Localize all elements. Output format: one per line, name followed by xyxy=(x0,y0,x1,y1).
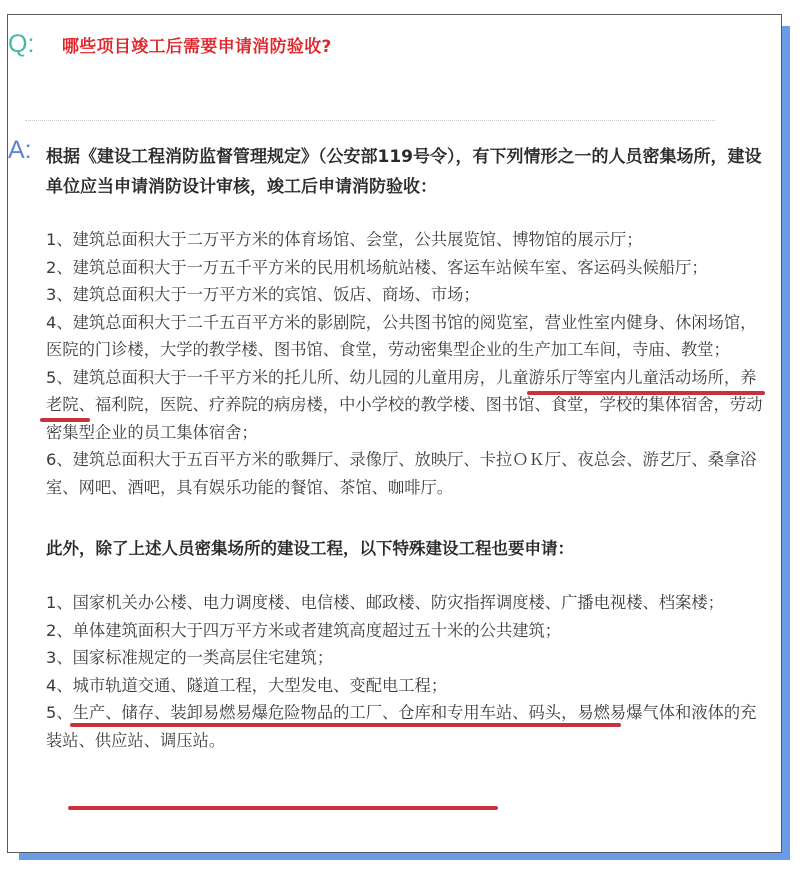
highlight-underline-1b xyxy=(40,418,90,422)
list-item: 1、国家机关办公楼、电力调度楼、电信楼、邮政楼、防灾指挥调度楼、广播电视楼、档案楼； xyxy=(46,593,724,612)
list-item: 5、建筑总面积大于一千平方米的托儿所、幼儿园的儿童用房，儿童游乐厅等室内儿童活动场所，养老院、福利院，医院、疗养院的病房楼，中小学校的教学楼、图书馆、食堂，学校的集体宿舍，劳动密集型企业的员工集体宿舍； xyxy=(46,367,763,442)
answer-marker: A: xyxy=(8,136,32,164)
list-item: 5、生产、储存、装卸易燃易爆危险物品的工厂、仓库和专用车站、码头，易燃易爆气体和液体的充装站、供应站、调压站。 xyxy=(46,703,757,750)
crowded-places-list xyxy=(46,226,770,501)
dotted-divider xyxy=(25,120,715,121)
highlight-underline-3 xyxy=(68,806,498,810)
highlight-underline-1a xyxy=(527,391,765,395)
list-item: 2、建筑总面积大于一万五千平方米的民用机场航站楼、客运车站候车室、客运码头候船厅； xyxy=(46,257,708,277)
answer-intro: 根据《建设工程消防监督管理规定》（公安部119号令），有下列情形之一的人员密集场所，建设单位应当申请消防设计审核，竣工后申请消防验收： xyxy=(46,147,762,197)
question-row xyxy=(8,30,332,59)
list-item: 2、单体建筑面积大于四万平方米或者建筑高度超过五十米的公共建筑； xyxy=(46,620,562,640)
answer-content xyxy=(46,142,770,754)
list-item: 4、建筑总面积大于二千五百平方米的影剧院，公共图书馆的阅览室，营业性室内健身、休闲场馆，医院的门诊楼，大学的教学楼、图书馆、食堂，劳动密集型企业的生产加工车间，寺庙、教堂； xyxy=(46,312,757,359)
list-item: 3、建筑总面积大于一万平方米的宾馆、饭店、商场、市场； xyxy=(46,285,480,304)
special-projects-list xyxy=(46,589,770,754)
question-text: 哪些项目竣工后需要申请消防验收? xyxy=(62,37,332,57)
special-projects-heading: 此外，除了上述人员密集场所的建设工程，以下特殊建设工程也要申请： xyxy=(46,539,574,558)
list-item: 6、建筑总面积大于五百平方米的歌舞厅、录像厅、放映厅、卡拉ＯＫ厅、夜总会、游艺厅、桑拿浴室、网吧、酒吧，具有娱乐功能的餐馆、茶馆、咖啡厅。 xyxy=(46,450,757,497)
highlight-underline-2 xyxy=(70,723,621,727)
list-item: 4、城市轨道交通、隧道工程，大型发电、变配电工程； xyxy=(46,675,448,695)
list-item: 1、建筑总面积大于二万平方米的体育场馆、会堂，公共展览馆、博物馆的展示厅； xyxy=(46,230,643,249)
list-item: 3、国家标准规定的一类高层住宅建筑； xyxy=(46,648,334,667)
question-marker: Q: xyxy=(8,30,35,58)
